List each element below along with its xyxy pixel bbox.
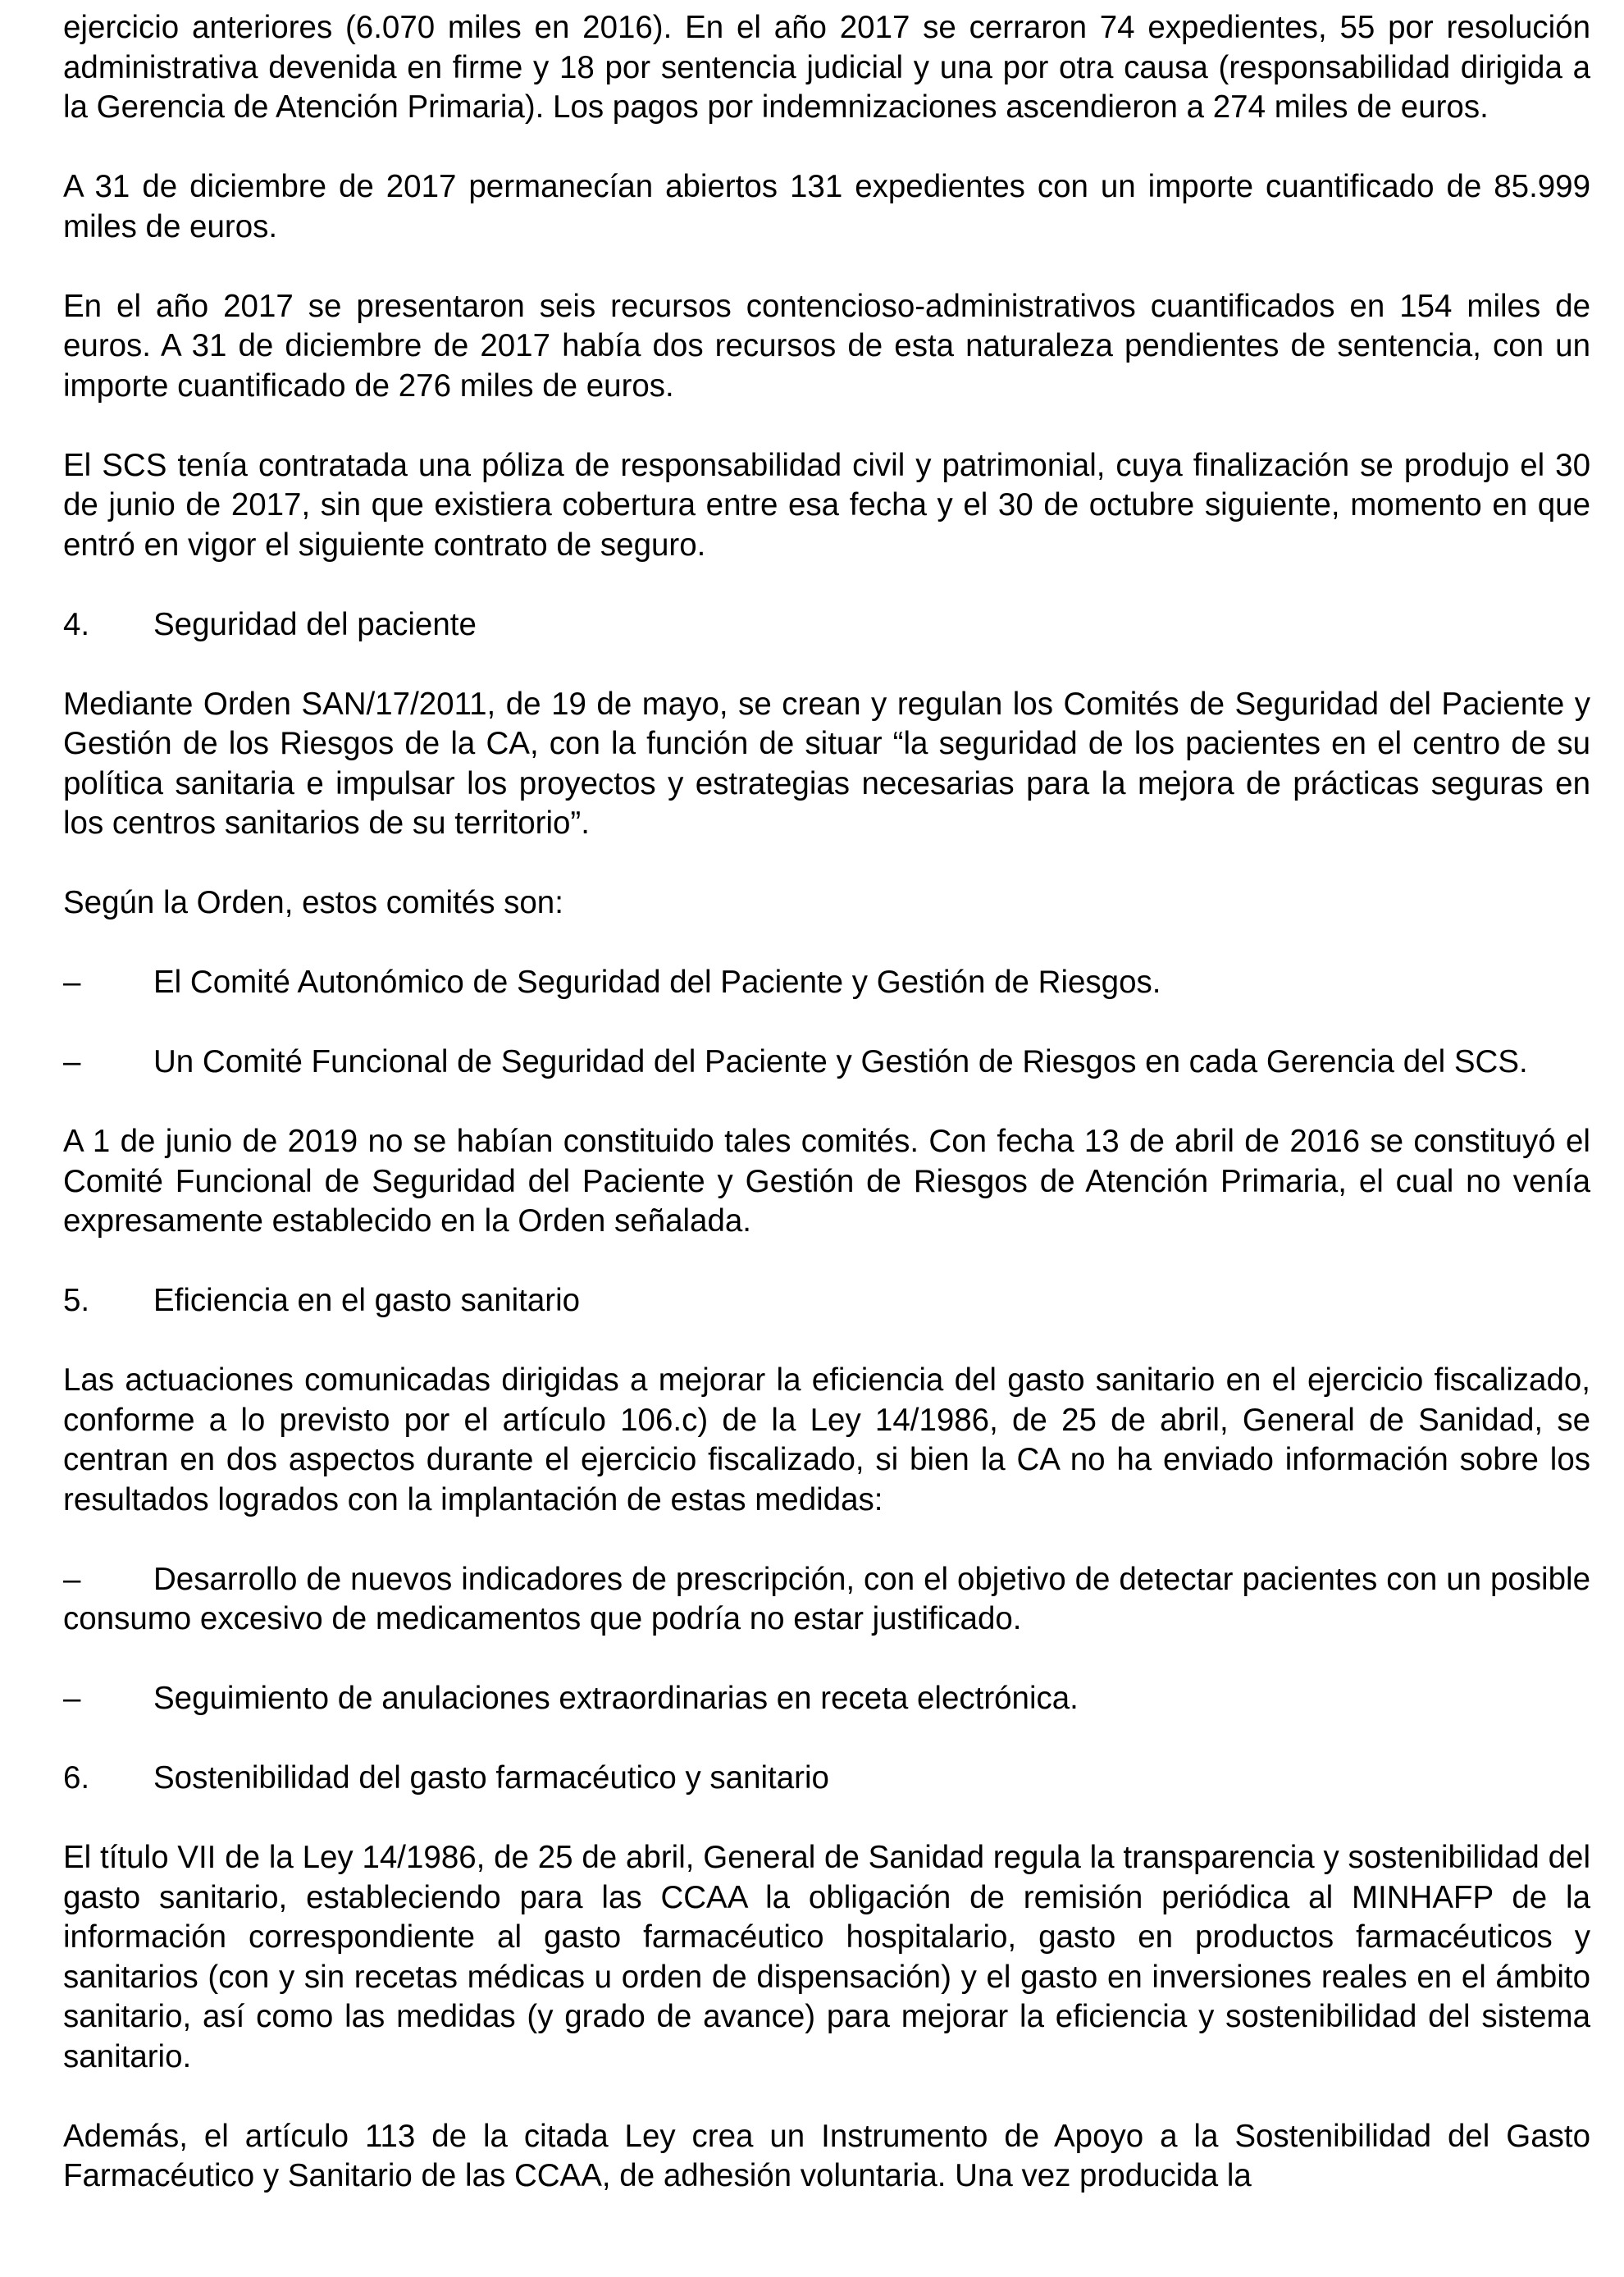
paragraph-comites-intro: Según la Orden, estos comités son: — [63, 885, 563, 920]
section-title: Eficiencia en el gasto sanitario — [153, 1283, 581, 1318]
list-item-text: Seguimiento de anulaciones extraordinarias en receta electrónica. — [153, 1681, 1079, 1716]
section-number: 6. — [63, 1760, 90, 1796]
list-item — [63, 1043, 1590, 1083]
paragraph-recursos-contenciosos: En el año 2017 se presentaron seis recursos contencioso-administrativos cuantificados en 154 miles de euros. A 31 de diciembre de 2017 había dos recursos de esta naturaleza pendientes de sentencia, con un importe cuantificado de 276 miles de euros. — [63, 288, 1590, 404]
section-heading-4 — [63, 605, 1590, 646]
dash-bullet: – — [63, 965, 81, 1000]
dash-bullet: – — [63, 1561, 81, 1597]
section-title: Sostenibilidad del gasto farmacéutico y sanitario — [153, 1760, 829, 1796]
dash-bullet: – — [63, 1681, 81, 1716]
list-item — [63, 1679, 1590, 1719]
paragraph-comites-constituidos: A 1 de junio de 2019 no se habían constituido tales comités. Con fecha 13 de abril de 2016 se constituyó el Comité Funcional de Seguridad del Paciente y Gestión de Riesgos de Atención Primaria, el cual no venía expresamente establecido en la Orden señalada. — [63, 1124, 1590, 1239]
list-item-text: El Comité Autonómico de Seguridad del Paciente y Gestión de Riesgos. — [153, 965, 1161, 1000]
list-item — [63, 1560, 1590, 1640]
paragraph-poliza-seguro: El SCS tenía contratada una póliza de responsabilidad civil y patrimonial, cuya finalización se produjo el 30 de junio de 2017, sin que existiera cobertura entre esa fecha y el 30 de octubre siguiente, momento en que entró en vigor el siguiente contrato de seguro. — [63, 447, 1590, 563]
paragraph-titulo-vii: El título VII de la Ley 14/1986, de 25 de abril, General de Sanidad regula la transparencia y sostenibilidad del gasto sanitario, estableciendo para las CCAA la obligación de remisión periódica al MINHAFP de la información correspondiente al gasto farmacéutico hospitalario, gasto en productos farmacéuticos y sanitarios (con y sin recetas médicas u orden de dispensación) y el gasto en inversiones reales en el ámbito sanitario, así como las medidas (y grado de avance) para mejorar la eficiencia y sostenibilidad del sistema sanitario. — [63, 1840, 1590, 2074]
section-number: 5. — [63, 1283, 90, 1318]
paragraph-articulo-113: Además, el artículo 113 de la citada Ley crea un Instrumento de Apoyo a la Sostenibilidad del Gasto Farmacéutico y Sanitario de las CCAA, de adhesión voluntaria. Una vez producida la — [63, 2118, 1590, 2193]
paragraph-eficiencia-gasto: Las actuaciones comunicadas dirigidas a mejorar la eficiencia del gasto sanitario en el ejercicio fiscalizado, conforme a lo previsto por el artículo 106.c) de la Ley 14/1986, de 25 de abril, General de Sanidad, se centran en dos aspectos durante el ejercicio fiscalizado, si bien la CA no ha enviado información sobre los resultados logrados con la implantación de estas medidas: — [63, 1362, 1590, 1517]
list-item-text: Un Comité Funcional de Seguridad del Paciente y Gestión de Riesgos en cada Gerencia del SCS. — [153, 1044, 1528, 1079]
section-heading-6 — [63, 1759, 1590, 1799]
list-item — [63, 963, 1590, 1003]
section-heading-5 — [63, 1281, 1590, 1321]
list-item-text: Desarrollo de nuevos indicadores de prescripción, con el objetivo de detectar pacientes con un posible consumo excesivo de medicamentos que podría no estar justificado. — [63, 1561, 1590, 1636]
paragraph-expedientes-abiertos: A 31 de diciembre de 2017 permanecían abiertos 131 expedientes con un importe cuantificado de 85.999 miles de euros. — [63, 169, 1590, 244]
section-title: Seguridad del paciente — [153, 606, 477, 642]
section-number: 4. — [63, 606, 90, 642]
paragraph-orden-comites: Mediante Orden SAN/17/2011, de 19 de mayo, se crean y regulan los Comités de Seguridad del Paciente y Gestión de los Riesgos de la CA, con la función de situar “la seguridad de los pacientes en el centro de su política sanitaria e impulsar los proyectos y estrategias necesarias para la mejora de prácticas seguras en los centros sanitarios de su territorio”. — [63, 686, 1590, 841]
document-page — [63, 8, 1590, 2236]
dash-bullet: – — [63, 1044, 81, 1079]
paragraph-expedientes-cerrados: ejercicio anteriores (6.070 miles en 2016). En el año 2017 se cerraron 74 expedientes, 55 por resolución administrativa devenida en firme y 18 por sentencia judicial y una por otra causa (responsabilidad dirigida a la Gerencia de Atención Primaria). Los pagos por indemnizaciones ascendieron a 274 miles de euros. — [63, 10, 1590, 125]
